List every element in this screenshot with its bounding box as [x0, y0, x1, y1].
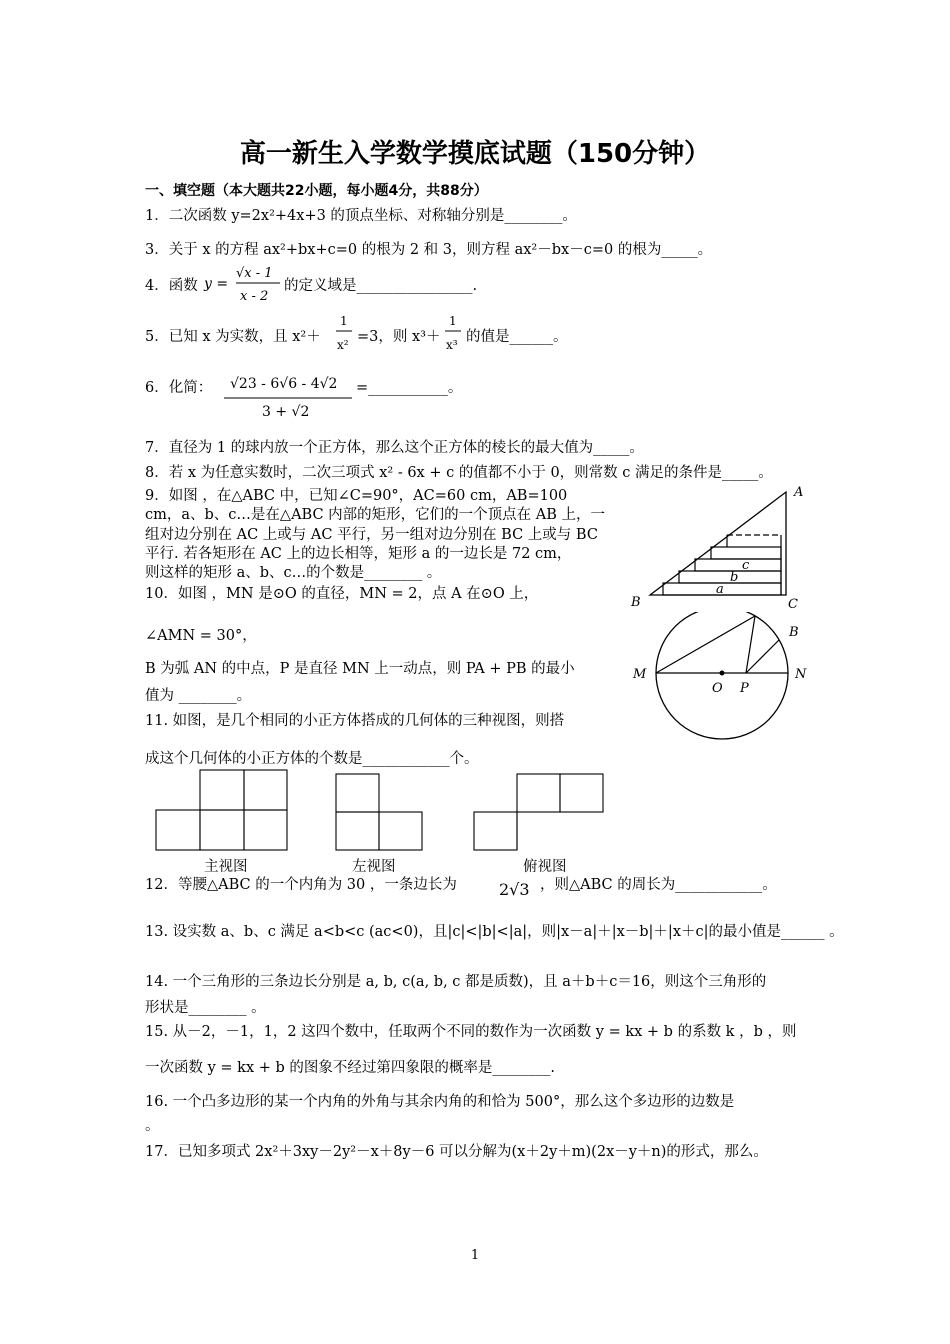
- q6-denominator: 3 + √2: [262, 404, 310, 420]
- question-5-label: 5．已知 x 为实数，且 x²＋: [145, 329, 321, 345]
- question-10-line-4: 值为 ________。: [145, 688, 252, 704]
- q4-numerator: √x - 1: [236, 266, 273, 281]
- question-9-line-4: 平行. 若各矩形在 AC 上的边长相等，矩形 a 的一边长是 72 cm，: [145, 546, 572, 562]
- point-b-label: B: [789, 625, 799, 640]
- question-9-line-3: 组对边分别在 AC 上或与 AC 平行，另一组对边分别在 BC 上或与 BC: [145, 527, 598, 543]
- question-6-label: 6．化简：: [145, 380, 213, 396]
- point-m-label: M: [633, 667, 647, 682]
- question-5-mid: =3，则 x³＋: [357, 329, 441, 345]
- point-n-label: N: [795, 667, 807, 682]
- svg-text:x³: x³: [446, 338, 458, 352]
- section-heading: 一、填空题（本大题共22小题，每小题4分，共88分）: [145, 183, 488, 199]
- question-7: 7．直径为 1 的球内放一个正方体，那么这个正方体的棱长的最大值为_____。: [145, 440, 644, 456]
- q4-denominator: x - 2: [240, 289, 269, 304]
- q12-radical: 2√3: [499, 880, 530, 899]
- question-11-line-2: 成这个几何体的小正方体的个数是____________个。: [145, 751, 479, 767]
- q4-lhs: y =: [204, 276, 229, 292]
- rect-c-label: c: [742, 558, 750, 573]
- question-12-label: 12．等腰△ABC 的一个内角为 30 ，一条边长为: [145, 877, 457, 893]
- q6-numerator: √23 - 6√6 - 4√2: [230, 376, 338, 392]
- question-8: 8．若 x 为任意实数时，二次三项式 x² - 6x + c 的值都不小于 0，则常数 c 满足的条件是_____。: [145, 465, 773, 481]
- question-5-rest: 的值是______。: [466, 329, 568, 345]
- question-4-rest: 的定义域是________________.: [284, 278, 478, 294]
- svg-text:x²: x²: [337, 338, 349, 352]
- question-10-line-3: B 为弧 AN 的中点，P 是直径 MN 上一动点，则 PA + PB 的最小: [145, 661, 575, 677]
- svg-text:1: 1: [449, 314, 457, 328]
- three-views-figure: [150, 766, 620, 858]
- question-17: 17．已知多项式 2x²＋3xy－2y²－x＋8y－6 可以分解为(x＋2y＋m)(2x－y＋n)的形式，那么。: [145, 1144, 768, 1160]
- question-6-rest: =___________。: [356, 380, 463, 396]
- front-view: [156, 770, 287, 850]
- point-p-label: P: [740, 681, 749, 696]
- svg-text:1: 1: [340, 314, 348, 328]
- question-1: 1．二次函数 y=2x²+4x+3 的顶点坐标、对称轴分别是________。: [145, 208, 577, 224]
- vertex-b-label: B: [631, 595, 641, 610]
- q6-fraction: [222, 364, 356, 422]
- q5-fraction-1: [334, 311, 354, 355]
- question-14-line-2: 形状是________ 。: [145, 1000, 266, 1016]
- q5-fraction-2: [443, 311, 463, 355]
- question-15-line-2: 一次函数 y = kx + b 的图象不经过第四象限的概率是________.: [145, 1060, 555, 1076]
- q4-fraction: [202, 262, 282, 306]
- question-4-label: 4．函数: [145, 278, 198, 294]
- left-view-caption: 左视图: [352, 859, 396, 875]
- top-view-caption: 俯视图: [523, 859, 567, 875]
- rect-a-label: a: [716, 582, 724, 597]
- question-13: 13. 设实数 a、b、c 满足 a<b<c (ac<0)，且|c|<|b|<|a|，则|x－a|＋|x－b|＋|x＋c|的最小值是______ 。: [145, 924, 844, 940]
- question-3: 3．关于 x 的方程 ax²+bx+c=0 的根为 2 和 3，则方程 ax²－bx－c=0 的根为_____。: [145, 242, 713, 258]
- page-number: 1: [470, 1248, 480, 1263]
- left-view: [336, 774, 422, 850]
- question-9-line-2: cm，a、b、c…是在△ABC 内部的矩形，它们的一个顶点在 AB 上，一: [145, 507, 606, 523]
- question-10-line-1: 10．如图 ，MN 是⊙O 的直径，MN = 2，点 A 在⊙O 上，: [145, 586, 539, 602]
- circle-figure: [628, 612, 814, 748]
- question-12-rest: ，则△ABC 的周长为____________。: [540, 877, 777, 893]
- front-view-caption: 主视图: [204, 859, 248, 875]
- question-16-line-1: 16. 一个凸多边形的某一个内角的外角与其余内角的和恰为 500°，那么这个多边形的边数是: [145, 1094, 735, 1110]
- vertex-c-label: C: [788, 597, 798, 612]
- page-title: 高一新生入学数学摸底试题（150分钟）: [239, 139, 711, 169]
- question-9-line-5: 则这样的矩形 a、b、c…的个数是________ 。: [145, 565, 442, 581]
- question-9-line-1: 9．如图 ，在△ABC 中，已知∠C=90°，AC=60 cm，AB=100: [145, 488, 568, 504]
- center-o-label: O: [712, 681, 723, 696]
- question-11-line-1: 11. 如图，是几个相同的小正方体搭成的几何体的三种视图，则搭: [145, 713, 565, 729]
- rect-b-label: b: [730, 570, 739, 585]
- question-16-line-2: 。: [145, 1118, 160, 1134]
- question-15-line-1: 15. 从－2，－1，1，2 这四个数中，任取两个不同的数作为一次函数 y = kx + b 的系数 k ，b ，则: [145, 1024, 797, 1040]
- vertex-a-label: A: [794, 485, 804, 500]
- triangle-figure: [628, 482, 808, 614]
- question-14-line-1: 14. 一个三角形的三条边长分别是 a, b, c(a, b, c 都是质数)，且 a＋b＋c＝16，则这个三角形的: [145, 974, 767, 990]
- question-10-line-2: ∠AMN = 30°，: [145, 628, 257, 644]
- top-view: [474, 774, 603, 850]
